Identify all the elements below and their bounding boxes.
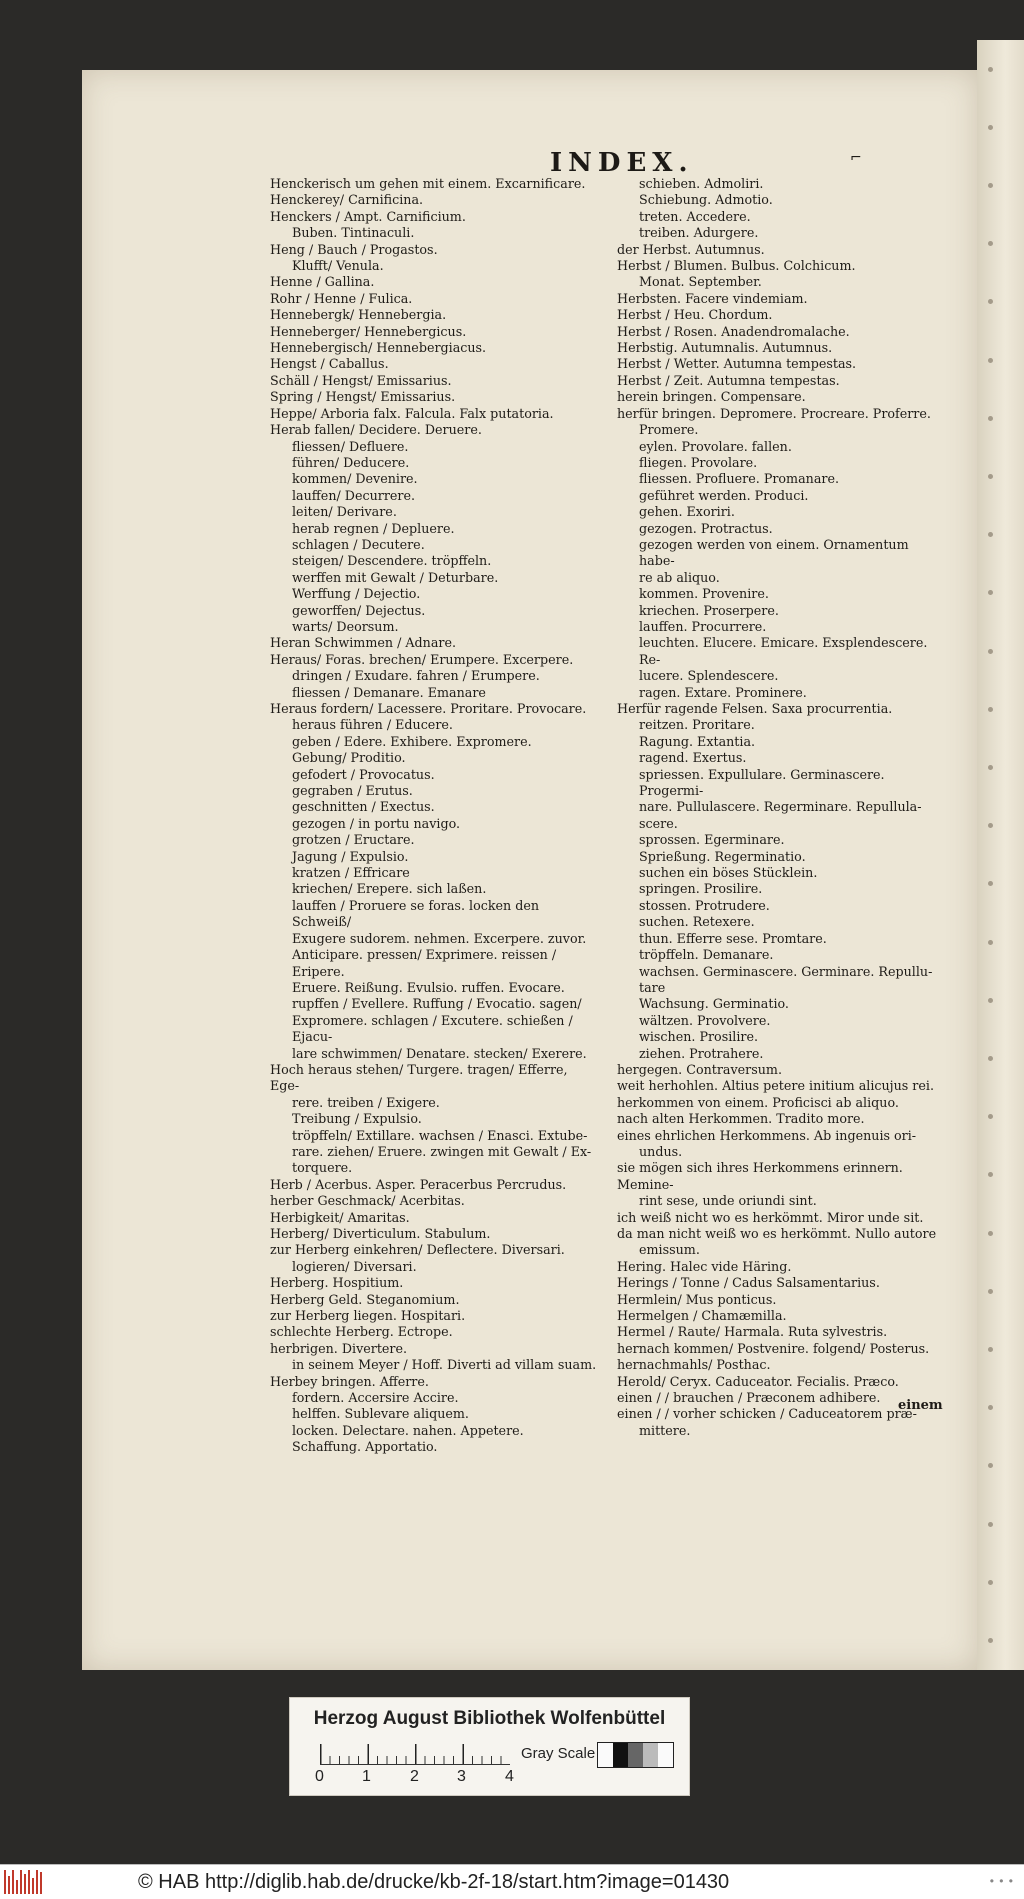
index-entry: wältzen. Provolvere. — [639, 1012, 771, 1028]
index-entry: schieben. Admoliri. — [639, 176, 764, 191]
index-entry: Herfür ragende Felsen. Saxa procurrentia. — [617, 701, 893, 716]
ruler-number: 3 — [457, 1768, 466, 1785]
index-left-column — [270, 176, 600, 1456]
more-options-icon[interactable]: • • • — [989, 1874, 1014, 1888]
index-entry: gezogen. Protractus. — [639, 520, 773, 536]
index-entry: Anticipare. pressen/ Exprimere. reissen / Eripere. — [292, 947, 557, 979]
index-entry: undus. — [639, 1143, 683, 1159]
index-entry: lucere. Splendescere. — [639, 668, 779, 684]
index-entry: warts/ Deorsum. — [292, 618, 399, 634]
index-entry: fordern. Accersire Accire. — [292, 1390, 459, 1406]
index-entry: tare — [639, 979, 666, 995]
index-entry: zur Herberg liegen. Hospitari. — [270, 1308, 466, 1324]
index-entry: führen/ Deducere. — [292, 454, 410, 470]
index-entry: eines ehrlichen Herkommens. Ab ingenuis ori- — [617, 1127, 917, 1143]
index-entry: geführet werden. Produci. — [639, 487, 809, 503]
index-entry: Herberg. Hospitium. — [270, 1275, 404, 1291]
footer-url-link[interactable]: © HAB http://diglib.hab.de/drucke/kb-2f-18/start.htm?image=01430 — [138, 1871, 730, 1893]
index-entry: Monat. September. — [639, 274, 762, 290]
index-entry: ich weiß nicht wo es herkömmt. Miror unde sit. — [617, 1209, 924, 1225]
index-entry: rere. treiben / Exigere. — [292, 1094, 440, 1110]
index-entry: fliegen. Provolare. — [639, 454, 758, 470]
index-entry: Hermlein/ Mus ponticus. — [617, 1291, 777, 1307]
index-entry: steigen/ Descendere. tröpffeln. — [292, 553, 492, 569]
ruler-number: 0 — [315, 1768, 324, 1785]
index-entry: herbrigen. Divertere. — [270, 1340, 408, 1356]
index-entry: herein bringen. Compensare. — [617, 389, 806, 405]
index-entry: lauffen / Proruere se foras. locken den Schweiß/ — [292, 897, 540, 930]
index-entry: Herbst / Rosen. Anadendromalache. — [617, 323, 850, 339]
index-entry: Henckers / Ampt. Carnificium. — [270, 208, 466, 224]
index-entry: treiben. Adurgere. — [639, 225, 759, 241]
index-entry: suchen. Retexere. — [639, 914, 755, 930]
index-entry: Herold/ Ceryx. Caduceator. Fecialis. Præco. — [617, 1373, 899, 1389]
index-entry: leuchten. Elucere. Emicare. Exsplendescere. Re- — [639, 635, 928, 667]
index-entry: gezogen werden von einem. Ornamentum habe- — [639, 536, 909, 569]
index-entry: Herbstig. Autumnalis. Autumnus. — [617, 340, 833, 356]
index-entry: Eruere. Reißung. Evulsio. ruffen. Evocare. — [292, 979, 565, 995]
index-entry: fliessen/ Defluere. — [292, 438, 409, 454]
index-entry: einen / / vorher schicken / Caduceatorem præ- — [617, 1406, 917, 1422]
index-entry: Jagung / Expulsio. — [292, 848, 409, 864]
index-entry: rint sese, unde oriundi sint. — [639, 1193, 817, 1209]
page-title: INDEX. — [550, 148, 694, 178]
index-entry: kommen. Provenire. — [639, 586, 769, 602]
index-entry: Spring / Hengst/ Emissarius. — [270, 389, 456, 405]
index-entry: kratzen / Effricare — [292, 865, 410, 881]
index-entry: sie mögen sich ihres Herkommens erinnern. Memine- — [617, 1160, 903, 1192]
index-entry: gezogen / in portu navigo. — [292, 815, 461, 831]
index-entry: geworffen/ Dejectus. — [292, 602, 426, 618]
index-entry: Herings / Tonne / Cadus Salsamentarius. — [617, 1275, 880, 1291]
index-entry: Herbst / Blumen. Bulbus. Colchicum. — [617, 258, 856, 274]
index-entry: kriechen. Proserpere. — [639, 602, 779, 618]
index-entry: Hermelgen / Chamæmilla. — [617, 1308, 787, 1324]
index-entry: hernach kommen/ Postvenire. folgend/ Posterus. — [617, 1340, 930, 1356]
index-entry: hernachmahls/ Posthac. — [617, 1357, 771, 1373]
index-entry: Hennebergk/ Hennebergia. — [270, 307, 447, 323]
index-entry: Herab fallen/ Decidere. Deruere. — [270, 422, 482, 438]
index-entry: gehen. Exoriri. — [639, 504, 735, 520]
index-entry: wischen. Prosilire. — [639, 1029, 758, 1045]
index-entry: herab regnen / Depluere. — [292, 520, 455, 536]
index-entry: Rohr / Henne / Fulica. — [270, 290, 413, 306]
index-entry: Hermel / Raute/ Harmala. Ruta sylvestris. — [617, 1324, 888, 1340]
index-entry: nare. Pullulascere. Regerminare. Repullula- — [639, 799, 922, 815]
index-entry: Herb / Acerbus. Asper. Peracerbus Percrudus. — [270, 1176, 567, 1192]
index-entry: Herbsten. Facere vindemiam. — [617, 290, 808, 306]
index-entry: dringen / Exudare. fahren / Erumpere. — [292, 668, 540, 684]
index-entry: Klufft/ Venula. — [292, 258, 384, 274]
index-entry: reitzen. Proritare. — [639, 717, 755, 733]
index-entry: sprossen. Egerminare. — [639, 832, 785, 848]
color-calibration-card — [289, 1697, 690, 1796]
index-entry: herfür bringen. Depromere. Procreare. Proferre. — [617, 405, 931, 421]
ruler-number: 1 — [362, 1768, 371, 1785]
index-entry: Herbst / Zeit. Autumna tempestas. — [617, 372, 840, 388]
index-entry: suchen ein böses Stücklein. — [639, 865, 818, 881]
index-entry: Schäll / Hengst/ Emissarius. — [270, 372, 452, 388]
index-entry: Treibung / Expulsio. — [292, 1111, 422, 1127]
index-entry: lauffen/ Decurrere. — [292, 487, 415, 503]
card-title: Herzog August Bibliothek Wolfenbüttel — [313, 1708, 666, 1729]
index-entry: wachsen. Germinascere. Germinare. Repullu- — [639, 963, 933, 979]
index-entry: Heppe/ Arboria falx. Falcula. Falx putatoria. — [270, 405, 554, 421]
index-entry: kommen/ Devenire. — [292, 471, 418, 487]
index-entry: hergegen. Contraversum. — [617, 1061, 782, 1077]
index-entry: Heran Schwimmen / Adnare. — [270, 635, 457, 651]
index-entry: logieren/ Diversari. — [292, 1258, 417, 1274]
index-entry: kriechen/ Erepere. sich laßen. — [292, 881, 487, 897]
viewer-footer — [0, 1864, 1024, 1899]
index-entry: Sprießung. Regerminatio. — [639, 848, 806, 864]
index-entry: Henckerey/ Carnificina. — [270, 192, 424, 208]
gray-scale-swatches — [597, 1742, 674, 1768]
index-entry: heraus führen / Educere. — [292, 717, 453, 733]
index-entry: Promere. — [639, 422, 699, 438]
index-entry: Schaffung. Apportatio. — [292, 1439, 438, 1455]
index-entry: tröpffeln/ Extillare. wachsen / Enasci. Extube- — [292, 1127, 588, 1143]
index-entry: Henneberger/ Hennebergicus. — [270, 323, 467, 339]
index-entry: zur Herberg einkehren/ Deflectere. Diversari. — [270, 1242, 565, 1258]
index-entry: Schiebung. Admotio. — [639, 192, 773, 208]
ruler-number: 4 — [505, 1768, 514, 1785]
index-entry: Werffung / Dejectio. — [292, 586, 421, 602]
index-entry: Herberg Geld. Steganomium. — [270, 1291, 460, 1307]
hab-logo-icon — [4, 1870, 42, 1894]
index-entry: eylen. Provolare. fallen. — [639, 438, 792, 454]
index-entry: scere. — [639, 815, 678, 831]
index-entry: geschnitten / Exectus. — [292, 799, 435, 815]
index-entry: Hoch heraus stehen/ Turgere. tragen/ Efferre, Ege- — [270, 1061, 568, 1094]
index-entry: emissum. — [639, 1242, 700, 1258]
index-entry: springen. Prosilire. — [639, 881, 763, 897]
index-entry: Ragung. Extantia. — [639, 733, 756, 749]
index-entry: thun. Efferre sese. Promtare. — [639, 930, 827, 946]
index-entry: ragen. Extare. Prominere. — [639, 684, 807, 700]
gray-scale-label: Gray Scale — [521, 1745, 596, 1762]
index-entry: Heng / Bauch / Progastos. — [270, 241, 438, 257]
index-entry: fliessen / Demanare. Emanare — [292, 684, 486, 700]
index-entry: lauffen. Procurrere. — [639, 618, 767, 634]
index-entry: mittere. — [639, 1422, 691, 1438]
index-entry: da man nicht weiß wo es herkömmt. Nullo autore — [617, 1226, 937, 1241]
index-entry: Wachsung. Germinatio. — [639, 996, 789, 1012]
index-entry: rupffen / Evellere. Ruffung / Evocatio. sagen/ — [292, 996, 582, 1012]
index-entry: Exugere sudorem. nehmen. Excerpere. zuvor. — [292, 930, 587, 946]
index-entry: Expromere. schlagen / Excutere. schießen / Ejacu- — [292, 1012, 573, 1045]
index-entry: fliessen. Profluere. Promanare. — [639, 471, 839, 487]
adjacent-page-edge — [977, 40, 1024, 1670]
index-entry: geben / Edere. Exhibere. Expromere. — [292, 733, 532, 749]
index-entry: torquere. — [292, 1160, 353, 1176]
catchword: einem — [898, 1398, 943, 1413]
index-entry: Henne / Gallina. — [270, 274, 375, 290]
index-entry: werffen mit Gewalt / Deturbare. — [292, 569, 499, 585]
index-entry: herkommen von einem. Proficisci ab aliquo. — [617, 1094, 899, 1110]
index-entry: Herberg/ Diverticulum. Stabulum. — [270, 1226, 491, 1241]
page-edge-marks — [985, 40, 995, 1670]
index-entry: einen / / brauchen / Præconem adhibere. — [617, 1390, 881, 1406]
index-entry: stossen. Protrudere. — [639, 897, 770, 913]
index-entry: Heraus fordern/ Lacessere. Proritare. Provocare. — [270, 701, 587, 716]
index-entry: Hengst / Caballus. — [270, 356, 389, 372]
index-entry: Herbigkeit/ Amaritas. — [270, 1209, 410, 1225]
index-entry: gegraben / Erutus. — [292, 783, 413, 799]
index-entry: schlagen / Decutere. — [292, 536, 425, 552]
index-entry: der Herbst. Autumnus. — [617, 241, 765, 257]
index-entry: Buben. Tintinaculi. — [292, 225, 415, 241]
index-entry: schlechte Herberg. Ectrope. — [270, 1324, 453, 1340]
index-entry: lare schwimmen/ Denatare. stecken/ Exerere. — [292, 1045, 587, 1061]
page-mark: ⌐ — [850, 150, 862, 166]
index-entry: nach alten Herkommen. Tradito more. — [617, 1111, 865, 1127]
index-entry: Heraus/ Foras. brechen/ Erumpere. Excerpere. — [270, 651, 574, 667]
index-entry: helffen. Sublevare aliquem. — [292, 1406, 469, 1422]
index-entry: in seinem Meyer / Hoff. Diverti ad villam suam. — [292, 1357, 597, 1373]
index-entry: treten. Accedere. — [639, 208, 751, 224]
index-entry: weit herhohlen. Altius petere initium alicujus rei. — [617, 1078, 934, 1094]
index-entry: herber Geschmack/ Acerbitas. — [270, 1193, 465, 1209]
index-entry: Gebung/ Proditio. — [292, 750, 406, 766]
index-entry: Hering. Halec vide Häring. — [617, 1258, 792, 1274]
index-entry: Herbey bringen. Afferre. — [270, 1373, 429, 1389]
ruler-major-ticks — [320, 1744, 510, 1764]
index-entry: leiten/ Derivare. — [292, 504, 397, 520]
index-entry: Herbst / Wetter. Autumna tempestas. — [617, 356, 857, 372]
index-entry: ragend. Exertus. — [639, 750, 747, 766]
index-entry: Henckerisch um gehen mit einem. Excarnificare. — [270, 176, 586, 191]
index-entry: rare. ziehen/ Eruere. zwingen mit Gewalt / Ex- — [292, 1143, 592, 1159]
index-entry: Hennebergisch/ Hennebergiacus. — [270, 340, 487, 356]
index-entry: locken. Delectare. nahen. Appetere. — [292, 1422, 524, 1438]
index-right-column — [617, 176, 942, 1439]
index-entry: gefodert / Provocatus. — [292, 766, 435, 782]
ruler-number: 2 — [410, 1768, 419, 1785]
index-entry: grotzen / Eructare. — [292, 832, 415, 848]
index-entry: ziehen. Protrahere. — [639, 1045, 764, 1061]
index-entry: spriessen. Expullulare. Germinascere. Progermi- — [639, 766, 885, 799]
index-entry: Herbst / Heu. Chordum. — [617, 307, 773, 323]
index-entry: re ab aliquo. — [639, 569, 720, 585]
index-entry: tröpffeln. Demanare. — [639, 947, 774, 963]
